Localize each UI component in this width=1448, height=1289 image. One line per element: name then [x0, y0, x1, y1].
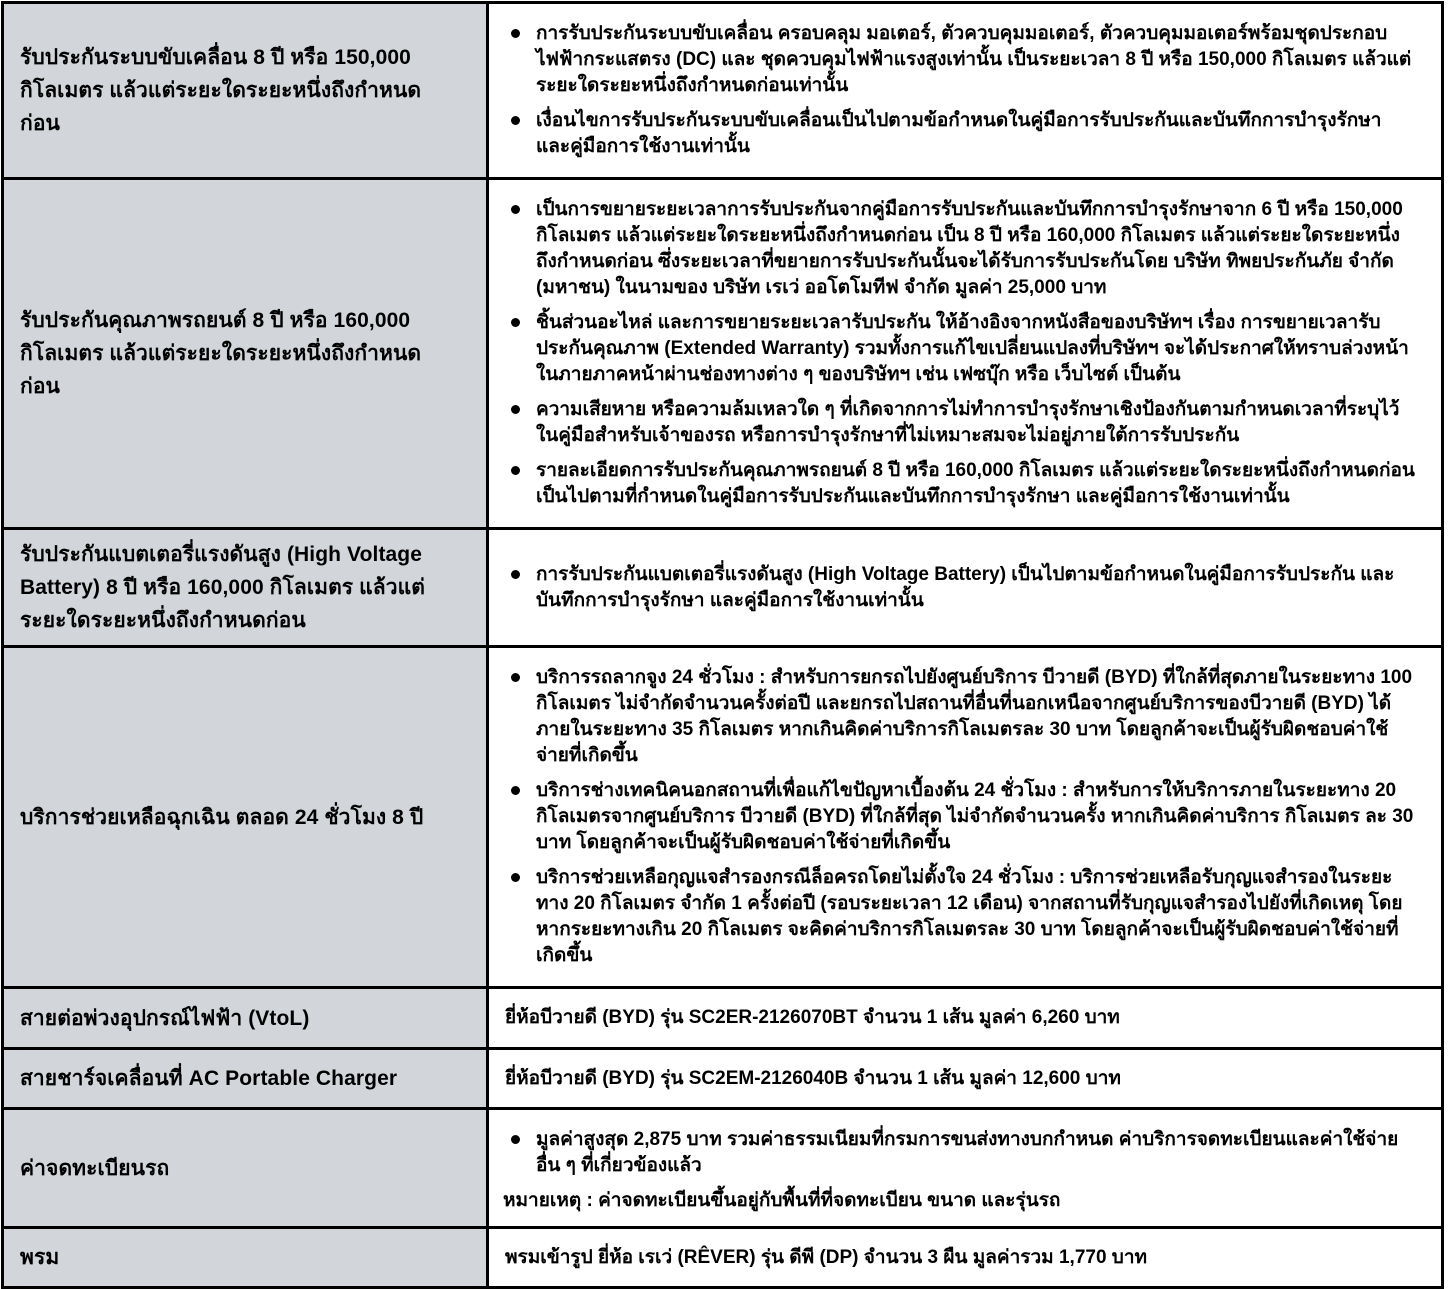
feature-name-cell — [3, 3, 488, 179]
feature-detail-cell — [488, 1109, 1443, 1228]
detail-text: ยี่ห้อบีวายดี (BYD) รุ่น SC2ER-2126070BT จำนวน 1 เส้น มูลค่า 6,260 บาท — [505, 1007, 1120, 1028]
feature-name-cell — [3, 1049, 488, 1109]
table-row — [3, 647, 1443, 988]
feature-name-text: รับประกันแบตเตอรี่แรงดันสูง (High Voltage Battery) 8 ปี หรือ 160,000 กิโลเมตร แล้วแต่ระยะใดระยะหนึ่งถึงกำหนดก่อน — [20, 543, 425, 632]
feature-detail-content — [489, 1058, 1441, 1100]
feature-detail-cell — [488, 3, 1443, 179]
bullet-dot-icon — [511, 570, 520, 579]
bullet-dot-icon — [511, 205, 520, 214]
feature-detail-content — [489, 1237, 1441, 1279]
bullet-dot-icon — [511, 466, 520, 475]
feature-name-text: บริการช่วยเหลือฉุกเฉิน ตลอด 24 ชั่วโมง 8 ปี — [20, 805, 424, 829]
document-page — [0, 1, 1448, 1269]
bullet-list — [501, 562, 1415, 614]
bullet-list — [501, 1127, 1415, 1179]
warranty-benefits-table — [1, 1, 1444, 1289]
bullet-text: เงื่อนไขการรับประกันระบบขับเคลื่อนเป็นไปตามข้อกำหนดในคู่มือการรับประกันและบันทึกการบำรุงรักษา และคู่มือการใช้งานเท่านั้น — [536, 110, 1382, 157]
bullet-dot-icon — [511, 116, 520, 125]
feature-name-cell — [3, 179, 488, 529]
list-item — [501, 21, 1415, 99]
feature-name-text: รับประกันระบบขับเคลื่อน 8 ปี หรือ 150,000 กิโลเมตร แล้วแต่ระยะใดระยะหนึ่งถึงกำหนดก่อน — [20, 46, 422, 135]
table-row — [3, 988, 1443, 1049]
detail-text: พรมเข้ารูป ยี่ห้อ เรเว่ (RÊVER) รุ่น ดีพี (DP) จำนวน 3 ผืน มูลค่ารวม 1,770 บาท — [505, 1246, 1148, 1268]
list-item — [501, 665, 1415, 769]
list-item — [501, 397, 1415, 449]
bullet-dot-icon — [511, 318, 520, 327]
bullet-dot-icon — [511, 873, 520, 882]
list-item — [501, 458, 1415, 510]
feature-detail-cell — [488, 529, 1443, 647]
bullet-dot-icon — [511, 786, 520, 795]
bullet-text: บริการช่วยเหลือกุญแจสำรองกรณีล็อครถโดยไม่ตั้งใจ 24 ชั่วโมง : บริการช่วยเหลือรับกุญแจสำรองในระยะทาง 20 กิโลเมตร จำกัด 1 ครั้งต่อปี (รอบระยะเวลา 12 เดือน) จากสถานที่รับกุญแจสำรองไปยังที่เกิดเหตุ โดยหากระยะทางเกิน 20 กิโลเมตร จะคิดค่าบริการกิโลเมตรละ 30 บาท โดยลูกค้าจะเป็นผู้รับผิดชอบค่าใช้จ่ายที่เกิดขึ้น — [536, 867, 1403, 966]
bullet-text: เป็นการขยายระยะเวลาการรับประกันจากคู่มือการรับประกันและบันทึกการบำรุงรักษาจาก 6 ปี หรือ 150,000 กิโลเมตร แล้วแต่ระยะใดระยะหนึ่งถึงกำหนดก่อน เป็น 8 ปี หรือ 160,000 กิโลเมตร แล้วแต่ระยะใดระยะหนึ่งถึงกำหนดก่อน ซึ่งระยะเวลาที่ขยายการรับประกันนั้นจะได้รับการรับประกันโดย บริษัท ทิพยประกันภัย จำกัด (มหาชน) ในนามของ บริษัท เรเว่ ออโตโมทีฟ จำกัด มูลค่า 25,000 บาท — [536, 199, 1403, 298]
list-item — [501, 562, 1415, 614]
feature-detail-content — [489, 4, 1441, 177]
detail-text: ยี่ห้อบีวายดี (BYD) รุ่น SC2EM-2126040B จำนวน 1 เส้น มูลค่า 12,600 บาท — [505, 1067, 1121, 1089]
bullet-text: การรับประกันแบตเตอรี่แรงดันสูง (High Voltage Battery) เป็นไปตามข้อกำหนดในคู่มือการรับประกัน และบันทึกการบำรุงรักษา และคู่มือการใช้งานเท่านั้น — [536, 563, 1395, 611]
bullet-dot-icon — [511, 405, 520, 414]
feature-name-cell — [3, 1109, 488, 1228]
list-item — [501, 778, 1415, 856]
feature-name-text: พรม — [20, 1246, 60, 1269]
feature-name-text: สายชาร์จเคลื่อนที่ AC Portable Charger — [20, 1067, 398, 1090]
table-row — [3, 529, 1443, 647]
feature-detail-cell — [488, 1228, 1443, 1288]
table-row — [3, 179, 1443, 529]
feature-name-text: รับประกันคุณภาพรถยนต์ 8 ปี หรือ 160,000 กิโลเมตร แล้วแต่ระยะใดระยะหนึ่งถึงกำหนดก่อน — [20, 309, 422, 398]
feature-detail-content — [489, 997, 1441, 1039]
bullet-text: บริการช่างเทคนิคนอกสถานที่เพื่อแก้ไขปัญหาเบื้องต้น 24 ชั่วโมง : สำหรับการให้บริการภายในระยะทาง 20 กิโลเมตรจากศูนย์บริการ บีวายดี (BYD) ที่ใกล้ที่สุด ไม่จำกัดจำนวนครั้ง หากเกินคิดค่าบริการ กิโลเมตร ละ 30 บาท โดยลูกค้าจะเป็นผู้รับผิดชอบค่าใช้จ่ายที่เกิดขึ้น — [536, 780, 1414, 853]
feature-detail-content — [489, 1110, 1441, 1226]
bullet-list — [501, 21, 1415, 160]
feature-name-cell — [3, 529, 488, 647]
table-row — [3, 1109, 1443, 1228]
bullet-dot-icon — [511, 29, 520, 38]
bullet-text: ความเสียหาย หรือความล้มเหลวใด ๆ ที่เกิดจากการไม่ทำการบำรุงรักษาเชิงป้องกันตามกำหนดเวลาที่ระบุไว้ในคู่มือสำหรับเจ้าของรถ หรือการบำรุงรักษาที่ไม่เหมาะสมจะไม่อยู่ภายใต้การรับประกัน — [536, 399, 1400, 446]
list-item — [501, 310, 1415, 388]
table-row — [3, 1228, 1443, 1288]
bullet-dot-icon — [511, 673, 520, 682]
feature-detail-cell — [488, 988, 1443, 1049]
table-row — [3, 3, 1443, 179]
note-text: หมายเหตุ : ค่าจดทะเบียนขึ้นอยู่กับพื้นที่ที่จดทะเบียน ขนาด และรุ่นรถ — [503, 1190, 1061, 1211]
feature-detail-cell — [488, 179, 1443, 529]
feature-name-cell — [3, 988, 488, 1049]
bullet-list — [501, 197, 1415, 510]
bullet-text: การรับประกันระบบขับเคลื่อน ครอบคลุม มอเตอร์, ตัวควบคุมมอเตอร์, ตัวควบคุมมอเตอร์พร้อมชุดประกอบไฟฟ้ากระแสตรง (DC) และ ชุดควบคุมไฟฟ้าแรงสูงเท่านั้น เป็นระยะเวลา 8 ปี หรือ 150,000 กิโลเมตร แล้วแต่ระยะใดระยะหนึ่งถึงกำหนดก่อนเท่านั้น — [536, 23, 1412, 96]
feature-detail-content — [489, 545, 1441, 631]
feature-name-cell — [3, 1228, 488, 1288]
bullet-list — [501, 665, 1415, 969]
bullet-text: ชิ้นส่วนอะไหล่ และการขยายระยะเวลารับประกัน ให้อ้างอิงจากหนังสือของบริษัทฯ เรื่อง การขยายเวลารับประกันคุณภาพ (Extended Warranty) รวมทั้งการแก้ไขเปลี่ยนแปลงที่บริษัทฯ จะได้ประกาศให้ทราบล่วงหน้าในภายภาคหน้าผ่านช่องทางต่าง ๆ ของบริษัทฯ เช่น เฟซบุ๊ก หรือ เว็บไซต์ เป็นต้น — [536, 312, 1409, 385]
list-item — [501, 1127, 1415, 1179]
bullet-dot-icon — [511, 1135, 520, 1144]
feature-name-cell — [3, 647, 488, 988]
list-item — [501, 108, 1415, 160]
feature-detail-cell — [488, 647, 1443, 988]
feature-detail-content — [489, 180, 1441, 527]
bullet-text: บริการรถลากจูง 24 ชั่วโมง : สำหรับการยกรถไปยังศูนย์บริการ บีวายดี (BYD) ที่ใกล้ที่สุดภายในระยะทาง 100 กิโลเมตร ไม่จำกัดจำนวนครั้งต่อปี และยกรถไปสถานที่อื่นที่นอกเหนือจากศูนย์บริการของบีวายดี (BYD) ได้ภายในระยะทาง 35 กิโลเมตร หากเกินคิดค่าบริการกิโลเมตรละ 30 บาท โดยลูกค้าจะเป็นผู้รับผิดชอบค่าใช้จ่ายที่เกิดขึ้น — [536, 667, 1413, 766]
feature-detail-content — [489, 648, 1441, 986]
list-item — [501, 197, 1415, 301]
feature-detail-cell — [488, 1049, 1443, 1109]
list-item — [501, 865, 1415, 969]
bullet-text: มูลค่าสูงสุด 2,875 บาท รวมค่าธรรมเนียมที่กรมการขนส่งทางบกกำหนด ค่าบริการจดทะเบียนและค่าใช้จ่ายอื่น ๆ ที่เกี่ยวข้องแล้ว — [536, 1129, 1399, 1176]
table-row — [3, 1049, 1443, 1109]
bullet-text: รายละเอียดการรับประกันคุณภาพรถยนต์ 8 ปี หรือ 160,000 กิโลเมตร แล้วแต่ระยะใดระยะหนึ่งถึงกำหนดก่อน เป็นไปตามที่กำหนดในคู่มือการรับประกันและบันทึกการบำรุงรักษา และคู่มือการใช้งานเท่านั้น — [536, 460, 1415, 507]
feature-name-text: ค่าจดทะเบียนรถ — [20, 1156, 170, 1180]
feature-name-text: สายต่อพ่วงอุปกรณ์ไฟฟ้า (VtoL) — [20, 1006, 310, 1030]
